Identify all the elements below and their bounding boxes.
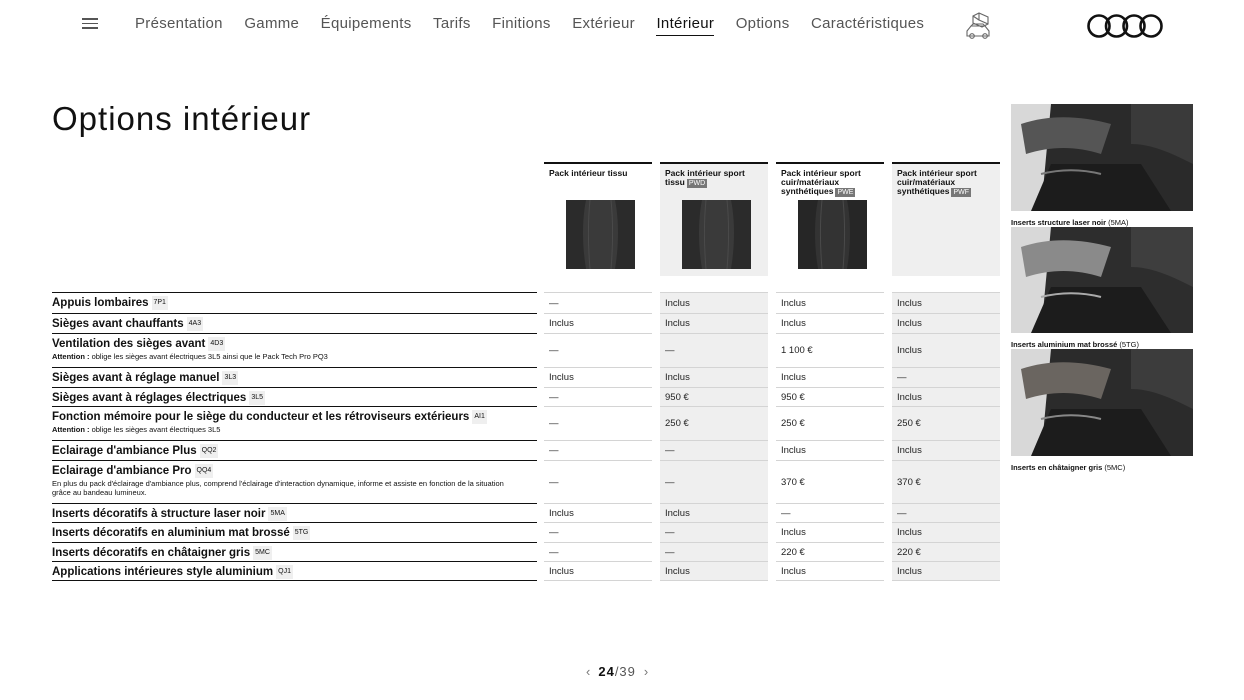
nav-item-finitions[interactable]: Finitions [492, 15, 551, 32]
option-code-tag: 4D3 [208, 337, 225, 351]
grey-chestnut-insert-image [1011, 349, 1193, 456]
option-row-label: Inserts décoratifs en châtaigner gris 5MC [52, 542, 537, 561]
option-value-cell: — [660, 522, 768, 542]
option-value-cell: 250 € [660, 406, 768, 440]
option-code-tag: AI1 [472, 410, 487, 424]
option-code-tag: 5MC [253, 546, 272, 560]
option-row-label: Eclairage d'ambiance Pro QQ4 En plus du pack d'éclairage d'ambiance plus, comprend l'éclairage d'interaction dynamique, informe et assiste en fonction de la situation grâce au bandeau lumineux. [52, 460, 537, 503]
option-row-label: Eclairage d'ambiance Plus QQ2 [52, 440, 537, 460]
option-value-cell: Inclus [544, 503, 652, 522]
pack-column-header [776, 162, 884, 276]
hamburger-menu-icon[interactable] [82, 18, 98, 30]
option-value-cell: Inclus [776, 561, 884, 581]
option-value-cell: 370 € [776, 460, 884, 503]
option-value-cell: 250 € [892, 406, 1000, 440]
option-value-cell: — [776, 503, 884, 522]
nav-items [135, 15, 946, 36]
option-row-label: Appuis lombaires 7P1 [52, 292, 537, 313]
option-value-cell: — [660, 440, 768, 460]
option-row-label: Fonction mémoire pour le siège du conducteur et les rétroviseurs extérieurs AI1 Attention : oblige les sièges avant électriques 3L5 [52, 406, 537, 440]
nav-item-exterieur[interactable]: Extérieur [572, 15, 635, 32]
option-value-cell: — [544, 387, 652, 406]
option-value-cell: Inclus [660, 561, 768, 581]
option-row-label: Inserts décoratifs à structure laser noir 5MA [52, 503, 537, 522]
thumbnail-caption: Inserts structure laser noir (5MA) [1011, 218, 1129, 227]
option-value-cell: Inclus [892, 387, 1000, 406]
next-page-chevron-icon[interactable]: › [643, 664, 649, 679]
interior-insert-thumbnail [1011, 227, 1193, 349]
option-value-cell: 370 € [892, 460, 1000, 503]
page-title: Options intérieur [52, 100, 312, 137]
option-value-cell: — [660, 333, 768, 367]
option-value-cell: Inclus [660, 313, 768, 333]
car-configurator-icon[interactable] [964, 11, 996, 41]
option-value-cell: Inclus [776, 440, 884, 460]
current-page-number: 24 [598, 664, 615, 679]
option-note: Attention : oblige les sièges avant électriques 3L5 [52, 425, 221, 435]
option-value-cell: Inclus [776, 313, 884, 333]
option-value-cell: — [544, 440, 652, 460]
option-code-tag: 5TG [293, 526, 311, 540]
pack-label: Pack intérieur sport cuir/matériaux synthétiques PWF [897, 168, 977, 196]
thumbnail-caption: Inserts aluminium mat brossé (5TG) [1011, 340, 1139, 349]
brushed-aluminium-insert-image [1011, 227, 1193, 333]
pack-label: Pack intérieur sport tissu PWD [665, 168, 745, 187]
option-value-cell: — [892, 367, 1000, 387]
option-row-label: Sièges avant chauffants 4A3 [52, 313, 537, 333]
option-value-cell: — [892, 503, 1000, 522]
pack-code-badge: PWE [837, 189, 854, 196]
seat-sport-fabric-image [682, 200, 751, 269]
option-code-tag: QJ1 [276, 565, 293, 579]
pack-column-header [892, 162, 1000, 276]
option-code-tag: 3L5 [249, 391, 265, 405]
pack-label: Pack intérieur tissu [549, 168, 628, 178]
option-value-cell: Inclus [892, 292, 1000, 313]
option-value-cell: — [544, 460, 652, 503]
option-note: Attention : oblige les sièges avant électriques 3L5 ainsi que le Pack Tech Pro PQ3 [52, 352, 328, 362]
option-value-cell: — [544, 542, 652, 561]
option-code-tag: 3L3 [222, 371, 238, 385]
option-value-cell: 1 100 € [776, 333, 884, 367]
option-code-tag: QQ4 [195, 464, 214, 478]
pack-code-badge: PWD [688, 180, 706, 187]
nav-item-interieur[interactable]: Intérieur [656, 15, 714, 36]
option-value-cell: Inclus [776, 367, 884, 387]
option-value-cell: 220 € [892, 542, 1000, 561]
option-value-cell: Inclus [544, 561, 652, 581]
option-value-cell: — [660, 542, 768, 561]
pack-column-header [660, 162, 768, 276]
nav-item-tarifs[interactable]: Tarifs [433, 15, 471, 32]
nav-item-caracteristiques[interactable]: Caractéristiques [811, 15, 925, 32]
option-value-cell: 250 € [776, 406, 884, 440]
nav-item-options[interactable]: Options [735, 15, 790, 32]
thumbnail-caption: Inserts en châtaigner gris (5MC) [1011, 463, 1126, 472]
option-row-label: Ventilation des sièges avant 4D3 Attention : oblige les sièges avant électriques 3L5 ainsi que le Pack Tech Pro PQ3 [52, 333, 537, 367]
interior-insert-thumbnail [1011, 104, 1193, 227]
previous-page-chevron-icon[interactable]: ‹ [586, 664, 591, 679]
option-value-cell: Inclus [892, 522, 1000, 542]
option-value-cell: Inclus [892, 440, 1000, 460]
option-value-cell: Inclus [544, 313, 652, 333]
nav-item-gamme[interactable]: Gamme [244, 15, 300, 32]
option-value-cell: — [660, 460, 768, 503]
option-note: En plus du pack d'éclairage d'ambiance plus, comprend l'éclairage d'interaction dynamique, informe et assiste en fonction de la situation grâce au bandeau lumineux. [52, 479, 504, 498]
option-code-tag: 4A3 [187, 317, 203, 331]
seat-sport-leather-image [798, 200, 867, 269]
option-row-label: Sièges avant à réglages électriques 3L5 [52, 387, 537, 406]
option-row-label: Sièges avant à réglage manuel 3L3 [52, 367, 537, 387]
option-value-cell: — [544, 406, 652, 440]
pack-code-badge: PWF [953, 189, 969, 196]
pack-label: Pack intérieur sport cuir/matériaux synthétiques PWE [781, 168, 861, 196]
option-value-cell: Inclus [776, 292, 884, 313]
option-value-cell: Inclus [660, 292, 768, 313]
option-value-cell: — [544, 292, 652, 313]
option-value-cell: 950 € [776, 387, 884, 406]
option-value-cell: 220 € [776, 542, 884, 561]
nav-item-equipements[interactable]: Équipements [320, 15, 412, 32]
option-code-tag: 5MA [268, 507, 286, 521]
pagination [578, 664, 656, 679]
interior-insert-thumbnail [1011, 349, 1193, 472]
nav-item-presentation[interactable]: Présentation [135, 15, 223, 32]
option-row-label: Applications intérieures style aluminium QJ1 [52, 561, 537, 581]
option-value-cell: — [544, 522, 652, 542]
option-value-cell: Inclus [544, 367, 652, 387]
seat-fabric-image [566, 200, 635, 269]
option-row-label: Inserts décoratifs en aluminium mat brossé 5TG [52, 522, 537, 542]
option-value-cell: Inclus [892, 333, 1000, 367]
option-value-cell: Inclus [776, 522, 884, 542]
option-value-cell: — [544, 333, 652, 367]
option-code-tag: 7P1 [152, 296, 168, 310]
option-code-tag: QQ2 [200, 444, 219, 458]
option-value-cell: Inclus [660, 503, 768, 522]
option-value-cell: Inclus [660, 367, 768, 387]
laser-black-insert-image [1011, 104, 1193, 211]
option-value-cell: Inclus [892, 313, 1000, 333]
option-value-cell: Inclus [892, 561, 1000, 581]
total-page-count: /39 [614, 664, 636, 679]
pack-column-header [544, 162, 652, 276]
option-value-cell: 950 € [660, 387, 768, 406]
audi-rings-logo[interactable] [1087, 12, 1163, 40]
top-navigation [0, 0, 1244, 50]
